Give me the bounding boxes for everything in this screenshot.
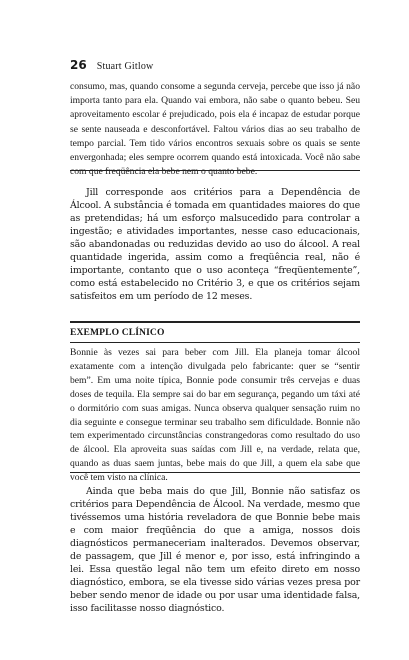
running-head-author: Stuart Gitlow bbox=[96, 61, 154, 72]
clinical-example-heading: EXEMPLO CLÍNICO bbox=[70, 327, 165, 338]
case-end-divider bbox=[70, 170, 360, 171]
clinical-example-bottom-rule bbox=[70, 472, 360, 473]
page-header bbox=[70, 58, 360, 74]
bonnie-diagnosis-paragraph: Ainda que beba mais do que Jill, Bonnie não satisfaz os critérios para Dependência de Álcool. Na verdade, mesmo que tivéssemos uma história reveladora de que Bonnie bebe mais e com maior freqüência do que a amiga, nossos dois diagnósticos permaneceriam inalterados. Devemos observar, de passagem, que Jill é menor e, por isso, está infringindo a lei. Essa questão legal não tem um efeito direto em nosso diagnóstico, embora, se ela tivesse sido várias vezes presa por beber sendo menor de idade ou por usar uma identidade falsa, isso facilitasse nosso diagnóstico. bbox=[70, 486, 360, 614]
jill-diagnosis-paragraph: Jill corresponde aos critérios para a Dependência de Álcool. A substância é tomada em quantidades maiores do que as pretendidas; há um esforço malsucedido para controlar a ingestão; e atividades importantes, nesse caso educacionais, são abandonadas ou reduzidas devido ao uso do álcool. A real quantidade ingerida, assim como a freqüência real, não é importante, contanto que o uso aconteça “freqüentemente”, como está estabelecido no Critério 3, e que os critérios sejam satisfeitos em um período de 12 meses. bbox=[70, 187, 360, 302]
clinical-example-heading-rule bbox=[70, 342, 360, 343]
clinical-example-bonnie-paragraph: Bonnie às vezes sai para beber com Jill. Ela planeja tomar álcool exatamente com a intenção divulgada pelo fabricante: quer se “sentir bem”. Em uma noite típica, Bonnie pode consumir três cervejas e duas doses de tequila. Ela sempre sai do bar em segurança, pegando um táxi até o dormitório com suas amigas. Nunca observa qualquer sensação ruim no dia seguinte e consegue terminar seu trabalho sem dificuldade. Bonnie não tem experimentado circunstâncias constrangedoras como resultado do uso de álcool. Ela aproveita suas saídas com Jill e, na verdade, relata que, quando as duas saem juntas, bebe mais do que Jill, a quem ela sabe que você tem visto na clínica. bbox=[70, 347, 360, 484]
clinical-example-top-rule bbox=[70, 321, 360, 323]
page-number: 26 bbox=[70, 58, 87, 72]
case-continuation-paragraph: consumo, mas, quando consome a segunda cerveja, percebe que isso já não importa tanto para ela. Quando vai embora, não sabe o quanto bebeu. Seu aproveitamento escolar é prejudicado, pois ela é incapaz de estudar porque se sente nauseada e desconfortável. Faltou vários dias ao seu trabalho de tempo parcial. Tem tido vários encontros sexuais sobre os quais se sente envergonhada; eles sempre ocorrem quando está intoxicada. Você não sabe com que freqüência ela bebe nem o quanto bebe. bbox=[70, 81, 360, 178]
